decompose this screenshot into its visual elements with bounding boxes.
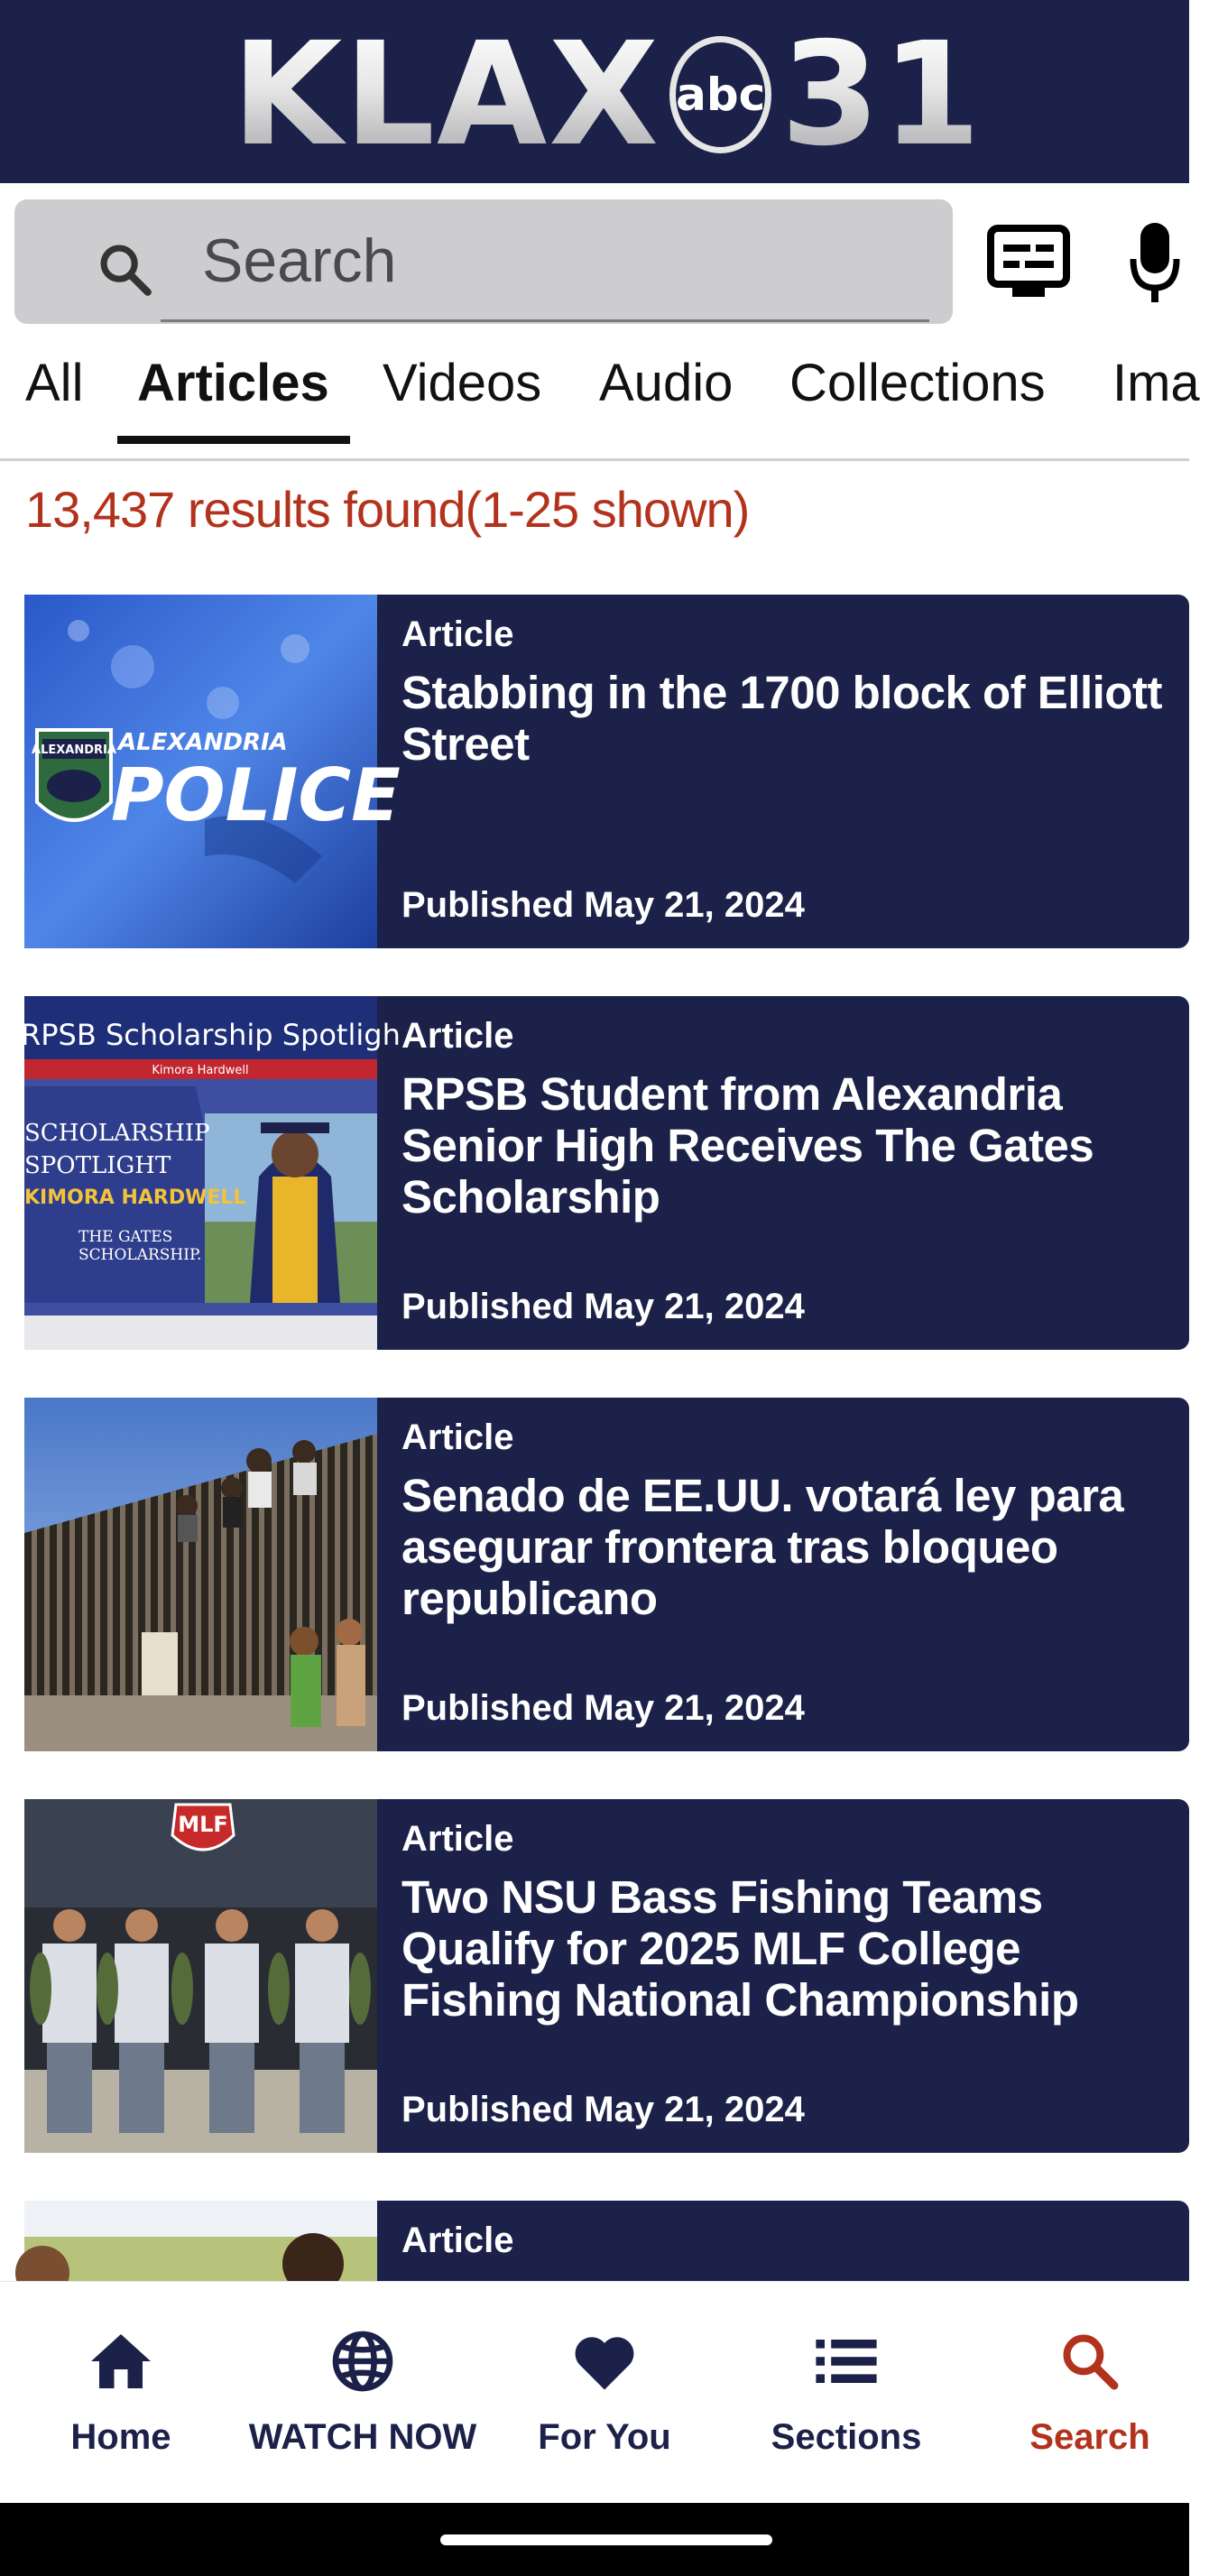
station-logo[interactable] — [231, 12, 983, 178]
article-type-label: Article — [401, 1819, 514, 1859]
article-card-body — [401, 1398, 1162, 1751]
app-header — [0, 0, 1189, 183]
logo-text-left: KLAX — [231, 12, 661, 178]
search-underline — [161, 319, 929, 322]
nav-home[interactable] — [2, 2282, 240, 2504]
badge-text-alexandria: ALEXANDRIA — [32, 743, 116, 757]
content-type-tabs — [0, 328, 1200, 461]
article-card[interactable] — [24, 595, 1189, 948]
article-thumbnail — [24, 595, 401, 948]
article-title[interactable]: Senado de EE.UU. votará ley para asegurar frontera tras bloqueo republicano — [401, 1470, 1124, 1624]
search-icon — [1054, 2325, 1126, 2397]
article-date: Published May 21, 2024 — [401, 2090, 805, 2129]
heart-icon — [568, 2325, 641, 2397]
article-title[interactable]: Stabbing in the 1700 block of Elliott Street — [401, 667, 1162, 770]
bottom-navigation — [0, 2281, 1189, 2503]
thumb-line-scholarship: SCHOLARSHIP — [24, 1120, 210, 1147]
article-thumbnail — [21, 996, 401, 1350]
nav-sections[interactable] — [727, 2282, 965, 2504]
tab-articles[interactable]: Articles — [137, 354, 329, 412]
article-type-label: Article — [401, 1016, 514, 1056]
nav-watch-now[interactable] — [244, 2282, 482, 2504]
nav-home-label: Home — [70, 2417, 171, 2457]
article-thumbnail — [24, 1799, 377, 2153]
thumb-logo-line1: THE GATES — [78, 1228, 173, 1246]
tab-collections[interactable]: Collections — [789, 354, 1046, 412]
abc-logo-badge: abc — [669, 36, 771, 153]
article-card[interactable] — [24, 1398, 1189, 1751]
article-thumbnail — [24, 1398, 377, 1751]
thumb-logo-line2: SCHOLARSHIP. — [78, 1246, 202, 1264]
tab-images[interactable]: Ima — [1112, 354, 1200, 412]
thumb-sign-mlf: MLF — [178, 1812, 228, 1837]
article-card-body — [401, 996, 1162, 1350]
nav-search-label: Search — [1029, 2417, 1150, 2457]
thumb-line-spotlight: SPOTLIGHT — [24, 1152, 171, 1179]
thumb-banner-text: RPSB Scholarship Spotligh — [21, 1018, 401, 1052]
article-title[interactable]: Two NSU Bass Fishing Teams Qualify for 2025 MLF College Fishing National Championship — [401, 1871, 1079, 2026]
article-card[interactable] — [21, 996, 1189, 1350]
home-gesture-pill[interactable] — [440, 2534, 772, 2545]
microphone-icon[interactable] — [1128, 219, 1182, 306]
thumb-small-name: Kimora Hardwell — [152, 1064, 249, 1077]
article-date: Published May 21, 2024 — [401, 885, 805, 925]
article-date: Published May 21, 2024 — [401, 1287, 805, 1326]
nav-for-you-label: For You — [538, 2417, 671, 2457]
search-row — [0, 183, 1189, 328]
search-box[interactable] — [14, 199, 953, 324]
closed-captions-icon[interactable] — [987, 225, 1070, 300]
system-navigation-bar — [0, 2503, 1189, 2576]
article-type-label: Article — [401, 614, 514, 654]
nav-watch-now-label: WATCH NOW — [248, 2417, 477, 2457]
results-count: 13,437 results found(1-25 shown) — [25, 481, 750, 538]
thumb-text-police: POLICE — [111, 753, 401, 837]
active-tab-indicator — [117, 436, 350, 444]
article-card-body — [401, 1799, 1162, 2153]
article-title[interactable]: RPSB Student from Alexandria Senior High Receives The Gates Scholarship — [401, 1068, 1094, 1223]
nav-for-you[interactable] — [485, 2282, 724, 2504]
thumb-text-alexandria: ALEXANDRIA — [118, 729, 288, 756]
article-date: Published May 21, 2024 — [401, 1688, 805, 1728]
home-icon — [85, 2325, 157, 2397]
article-card-body — [401, 595, 1162, 948]
article-type-label: Article — [401, 2221, 514, 2260]
nav-sections-label: Sections — [771, 2417, 922, 2457]
article-type-label: Article — [401, 1417, 514, 1457]
tab-videos[interactable]: Videos — [383, 354, 542, 412]
logo-text-right: 31 — [780, 12, 983, 178]
nav-search[interactable] — [971, 2282, 1209, 2504]
thumb-line-name: KIMORA HARDWELL — [24, 1186, 246, 1209]
article-card[interactable] — [24, 1799, 1189, 2153]
list-icon — [810, 2325, 882, 2397]
search-input[interactable] — [202, 225, 924, 297]
tab-all[interactable]: All — [25, 354, 84, 412]
globe-icon — [327, 2325, 399, 2397]
search-icon — [96, 240, 155, 300]
tab-audio[interactable]: Audio — [599, 354, 734, 412]
